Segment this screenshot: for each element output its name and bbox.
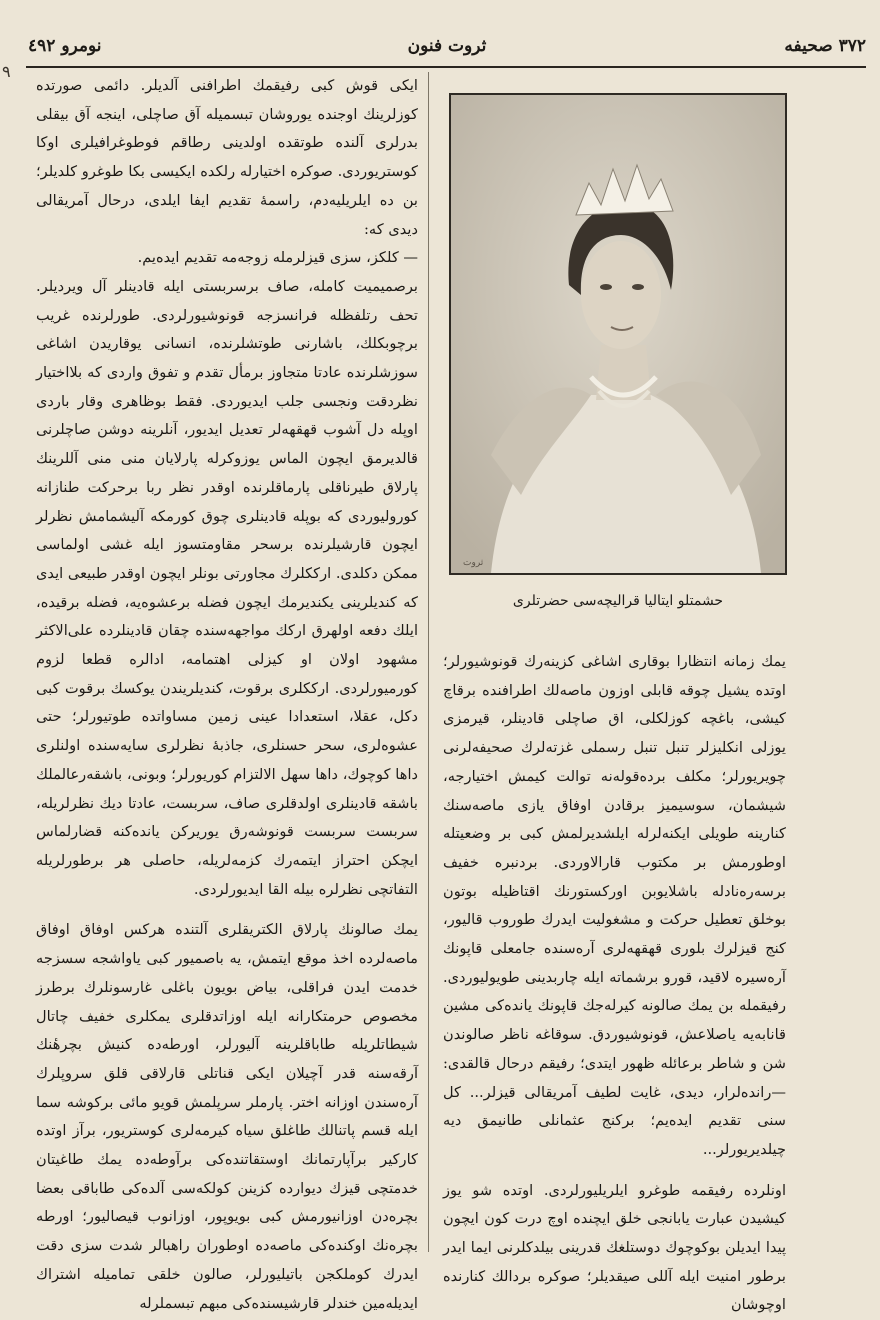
header-rule	[26, 66, 866, 68]
journal-title: ثروت فنون	[407, 36, 487, 56]
column-divider	[428, 72, 429, 1252]
left-paragraph-4: یمك صالونك پارلاق الکتریقلری آلتنده هرکس اوفاق اوفاق ماصه‌لرده اخذ موقع ایتمش، یه باصمیور کبی یاواشجه سسزجه خدمت ایدن فراقلی، بیاض بویون باغلی غارسونلرك برطرز مخصوص حرمتکارانه ایله اوزاتدقلری یمکلری خفیف چاتال شیطاتلریله طاباقلرینه آلیورلر، اورطه‌ده کنیش بچرهٔنك آرقه‌سنه قدر آچیلان ایکی قناتلی قارلاقی قلق سروپلرك آره‌سندن اوزانه اختر. پارملر سرپلمش قویو مائی برکوشه سما ایله قسم پاتنالك طاغلق سیاه کیرمه‌لری کوستریور، برآز اوتده کارکیر برآپارتمانك اوستقاتنده‌کی برآوطه‌ده یمك طاغیتان خدمتچی قیزك دیوارده کزینن کولکه‌سی آلده‌کی طاباقی بعضا بچره‌دن اوزانیورمش کبی بویوپور، اوزانوب قیصالیور؛ اورطه بچره‌نك اوکنده‌کی ماصه‌ده اوطوران راهبالر شدت سزی دقت ایدرك کوملکجن باتیلیورلر، صالون خلقی تمامیله اشتراك ایدیله‌مین خندلر قارشیسنده‌کی مبهم تبسملرله	[36, 921, 418, 1312]
engraver-mark: ثروت	[463, 558, 484, 568]
right-paragraph-1: یمك زمانه انتظارا بوقاری اشاغی کزینه‌رك قونوشیورلر؛ اوتده یشیل چوقه قابلی اوزون ماصه‌لك اطرافنده برقاچ کیشی، باغچه کوزلکلی، اق صاچلی قادینلر، قیرمزی یوزلی انکلیزلر تنبل تنبل رسملی غزته‌لرك صحیفه‌لرنی چویریورلر؛ مکلف برده‌قوله‌نه توالت کیمش اختیارجه، شیشمان، سوسیمیز برقادن اوفاق یازی ماصه‌سنك کنارینه طویلی ایکنه‌لرله ایلشدیرلمش کبی بر وضعیتله اوطورمش بر مکتوب قارالاوردی. بردنبره خفیف برسه‌ره‌نادله باشلایوبن اورکستورنك اقتاظیله بوتون بوخلق تعطیل حرکت و مشغولیت ایدرك طوروب قالیور، کنج قیزلرك بلوری قهقهه‌لری آره‌سنده جامعلی قاپونك آره‌سیره لاقید، قورو برشماته ایله چاربدینی طویولیوردی. رفیقمله بن یمك صالونه کیرله‌جك قاپونك یانده‌کی مشین قانابه‌یه یاصلاعش، قونوشیوردق. سوقاغه ناظر صالوندن شن و شاطر برعائله ظهور ایتدی؛ رفیقم درحال قالقدی: —رانده‌لرار، دیدی، غایت لطیف آمریقالی قیزلر... کل سنی تقدیم ایده‌یم؛ برکنج عثمانلی طانیمق دیه چیلدیریورلر...	[443, 653, 786, 1158]
left-column	[36, 72, 418, 1318]
margin-mark: ۹	[2, 62, 11, 81]
portrait-illustration	[451, 95, 785, 573]
left-paragraph-3: برصمیمیت کامله، صاف برسربستی ایله قادینلر آل ویردیلر. تحف رتلفظله فرانسزجه قونوشیورلردی. طورلرنده غریب برچوبکلك، باشارنی طوتشلرنده، انسانی یوقاریدن اشاغی سوزشلرنده عادتا متجاوز برمأل تقدم و تفوق واردی که بلااختیار نظردقت ونجسی جلب ایدیوردی. فقط بوظاهری وقار باردی اوپله دل آشوب قهقهه‌لر تعدیل ایدیور، آنلرینه دوشن صاچلرنی قالدیرمق ایچون الماس یوزوکرله پارلایان منی منی آللرینك پارلاق طیرناقلی پارماقلرنده اوقدر نظر ربا برحرکت طنازانه کورولیوردی که بوپله قادینلری چوق کورمکه آلیشمامش نظرلر ایچون قارشیلرنده برسحر مقاومتسوز ایله غشی اولماسی ممکن دکلدی. ارککلرك مجاورتی بونلر ایچون اوقدر طبیعی ایدی که کندیلرینی یکندیرمك ایچون فضله برعشوه‌یه، فضله برقیده، ایلك دفعه اولهرق ارکك مواجهه‌سنده چقان قادینلرده علی‌الاکثر مشهود اولان او کیزلی اهتمامه، ادالره قطعا لزوم کورمیورلردی. ارککلری برقوت، کندیلریندن یوکسك برقوت کبی دکل، عقلا، استعدادا عینی زمین مساواتده طوتیورلر؛ حتی عشوه‌لری، سحر حسنلری، جاذبهٔ نظرلری سایه‌سنده اولنلری داها کوچوك، داها سهل الالتزام کوریورلر؛ وبونی، باشقه‌رعالملك باشقه قادینلری اولدقلری صاف، سربست، عادتا دیك نظرلریله، سربست سربست قونوشه‌رق یوریرکن یانده‌کنه قضارلماس ایچکن احتراز ایتمه‌رك کزمه‌لریله، حاصلی هر برطورلریله التفاتچی نظرلره بیله القا ایدیورلردی.	[36, 277, 418, 898]
left-paragraph-1: ایکی قوش کبی رفیقمك اطرافنی آلدیلر. دائمی صورتده کوزلرینك اوجنده یوروشان تبسمیله آق صاچلی، اینجه آق بیقلی بدرلری آلنده طوتقده اولدینی رطاقم فوطوغرافیلری اوکا کوستریوردی. صوکره اختیارله رلکده ایکیسی بکا طوغرو کلدیلر؛ بن ده ایلریلیه‌دم، راسمهٔ تقدیم ایفا ایلدی، درحال آمریقالی دیدی که:	[36, 77, 418, 238]
right-column	[443, 648, 786, 1320]
page-label: ۳۷۲ صحیفه	[784, 36, 866, 56]
portrait-caption: حشمتلو ایتالیا قرالیچه‌سی حضرتلری	[512, 593, 724, 609]
issue-label: نومرو ٤٩٢	[28, 36, 102, 56]
left-paragraph-2: — کلکز، سزی قیزلرمله زوجه‌مه تقدیم ایده‌یم.	[137, 249, 418, 267]
portrait-photo	[449, 93, 787, 575]
page-header	[28, 34, 866, 64]
right-paragraph-2: اونلرده رفیقمه طوغرو ایلریلیورلردی. اوتده شو یوز کیشیدن عبارت یابانجی خلق ایچنده اوچ درت کون ایچون پیدا ایدیلن بوکوچوك دوستلغك قدرینی بیلدکلرنی ایما ایدر برطور امنیت ایله آللی صیقدیلر؛ صوکره بردالك کنارنده اوچوشان	[443, 1181, 786, 1314]
